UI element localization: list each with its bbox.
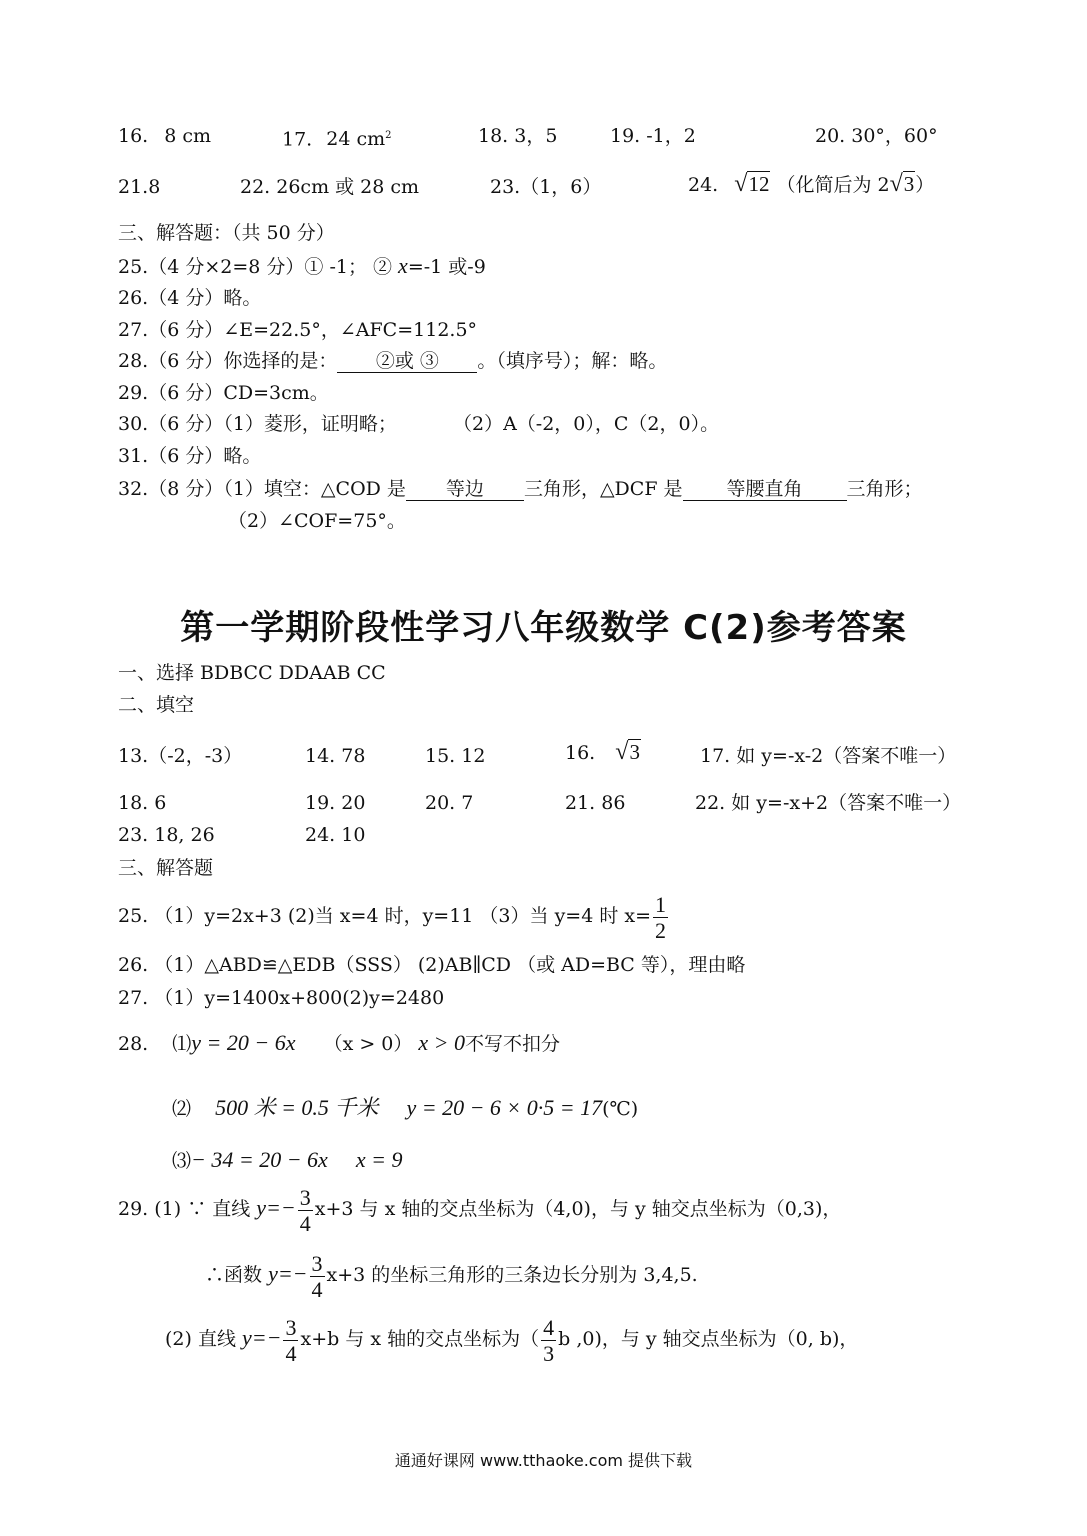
answer-18: 18. 3，5 — [478, 125, 558, 147]
solution-28-3 — [172, 1148, 403, 1173]
solution-25-text: 25. （1）y=2x+3 (2)当 x=4 时，y=11 （3）当 y=4 时 x= — [118, 905, 652, 927]
fraction-den: 4 — [311, 1276, 323, 1302]
fraction-num: 1 — [655, 891, 667, 917]
fraction-three-quarters — [283, 1315, 298, 1366]
part-3-marker: ⑶ — [172, 1150, 192, 1172]
fill-13: 13.（-2，-3） — [118, 745, 243, 767]
solution-29-text: 29. (1) ∵ 直线 — [118, 1198, 251, 1220]
q30-part2: （2）A（-2，0），C（2，0）。 — [452, 413, 720, 435]
answer-q26: 26.（4 分）略。 — [118, 287, 262, 309]
answer-17-num: 17. — [282, 128, 313, 151]
fill-23: 23. 18, 26 — [118, 824, 215, 846]
equation-1: y = 20 − 6x — [191, 1030, 296, 1055]
fill-15: 15. 12 — [425, 745, 486, 767]
result: x = 9 — [355, 1147, 403, 1172]
fill-20: 20. 7 — [425, 792, 474, 814]
fill-21: 21. 86 — [565, 792, 626, 814]
sqrt-12: √12 — [734, 171, 770, 197]
q25-x: x — [398, 253, 408, 278]
y-minus: y=− — [242, 1325, 282, 1350]
fraction-den: 2 — [655, 917, 667, 943]
q30-part1: 30.（6 分）（1）菱形，证明略； — [118, 413, 397, 435]
solution-29-tail: x+3 与 x 轴的交点坐标为（4,0)，与 y 轴交点坐标为（0,3)， — [314, 1198, 842, 1220]
y-minus: y=− — [256, 1195, 296, 1220]
sqrt-3-value: 3 — [629, 740, 640, 764]
answer-q27: 27.（6 分）∠E=22.5°，∠AFC=112.5° — [118, 319, 478, 341]
answer-17-sup: 2 — [385, 130, 392, 141]
solution-heading: 三、解答题 — [118, 857, 214, 879]
fill-16-num: 16. — [565, 742, 596, 764]
fill-16 — [565, 740, 641, 765]
fraction-den: 4 — [285, 1340, 297, 1366]
q28-tail: 。（填序号）；解：略。 — [477, 350, 668, 372]
fill-19: 19. 20 — [305, 792, 366, 814]
answer-q29: 29.（6 分）CD=3cm。 — [118, 382, 329, 404]
solution-28-2 — [172, 1096, 638, 1121]
answer-17-value: 24 cm — [326, 128, 386, 151]
sqrt-3-note: √3 — [889, 171, 915, 197]
solution-29-1 — [118, 1182, 841, 1236]
fraction-one-half — [653, 892, 668, 943]
answer-24-note-end: ） — [915, 174, 935, 196]
solution-29-2 — [165, 1312, 858, 1366]
conversion: 500 米 = 0.5 千米 — [215, 1095, 379, 1120]
solution-29-1b — [205, 1248, 698, 1302]
answer-q25 — [118, 254, 486, 279]
fill-22: 22. 如 y=-x+2（答案不唯一） — [695, 792, 962, 814]
solution-28-num: 28. — [118, 1033, 149, 1055]
part-1-marker: ⑴ — [172, 1033, 192, 1055]
choice-answers: 一、选择 BDBCC DDAAB CC — [118, 662, 386, 684]
condition: （x > 0） — [323, 1033, 413, 1055]
fraction-num: 3 — [299, 1184, 311, 1210]
solution-29-part2-tail: b ,0)，与 y 轴交点坐标为（0, b)， — [558, 1328, 859, 1350]
answer-21: 21.8 — [118, 176, 161, 198]
q28-blank: ②或 ③ — [337, 350, 477, 373]
answer-24-num: 24. — [688, 174, 719, 196]
solution-29-therefore: ∴函数 — [205, 1264, 263, 1286]
fraction-num: 4 — [543, 1314, 555, 1340]
footer-credit: 通通好课网 www.tthaoke.com 提供下载 — [394, 1451, 693, 1470]
equation-2: y = 20 − 6 × 0·5 = 17 — [406, 1095, 603, 1120]
sqrt-12-radicand: 12 — [748, 172, 770, 196]
q32-blank1: 等边 — [406, 478, 524, 501]
q28-text: 28.（6 分）你选择的是： — [118, 350, 338, 372]
answer-24-note: （化简后为 2 — [776, 174, 890, 196]
answer-23: 23.（1，6） — [490, 176, 602, 198]
fraction-den: 3 — [543, 1340, 555, 1366]
answer-16 — [118, 124, 211, 148]
answer-q32-part2: （2）∠COF=75°。 — [228, 510, 406, 532]
fill-24: 24. 10 — [305, 824, 366, 846]
sqrt-3-radicand: 3 — [903, 172, 915, 196]
answer-q30 — [118, 412, 719, 436]
answer-19: 19. -1，2 — [610, 125, 696, 147]
fill-18: 18. 6 — [118, 792, 167, 814]
answer-q32 — [118, 477, 923, 501]
fraction-three-quarters — [298, 1185, 313, 1236]
answer-22: 22. 26cm 或 28 cm — [240, 176, 420, 198]
solution-28-1 — [118, 1031, 560, 1056]
part-2-marker: ⑵ — [172, 1098, 192, 1120]
answer-q28 — [118, 349, 667, 373]
condition-2: x > 0 — [418, 1030, 466, 1055]
q32-mid: 三角形，△DCF 是 — [523, 478, 683, 500]
answer-16-value: 8 cm — [164, 125, 212, 147]
fraction-num: 3 — [311, 1250, 323, 1276]
answer-24 — [688, 172, 934, 197]
q25-text: 25.（4 分×2=8 分）① -1； ② — [118, 256, 392, 278]
answer-16-num: 16. — [118, 125, 149, 147]
equation-3: − 34 = 20 − 6x — [191, 1147, 328, 1172]
fraction-num: 3 — [285, 1314, 297, 1340]
answer-17 — [282, 124, 392, 151]
fraction-four-thirds — [541, 1315, 556, 1366]
q32-text: 32.（8 分）（1）填空：△COD 是 — [118, 478, 406, 500]
solution-25 — [118, 890, 670, 943]
q25-tail: =-1 或-9 — [407, 256, 486, 278]
page-title: 第一学期阶段性学习八年级数学 C(2)参考答案 — [180, 608, 907, 648]
solution-29-part2: (2) 直线 — [165, 1328, 236, 1350]
sqrt-3: √3 — [615, 739, 640, 765]
q32-tail: 三角形； — [846, 478, 923, 500]
section-3-heading: 三、解答题：（共 50 分） — [118, 222, 335, 244]
solution-29-conclusion: x+3 的坐标三角形的三条边长分别为 3,4,5. — [326, 1264, 698, 1286]
solution-27: 27. （1）y=1400x+800(2)y=2480 — [118, 987, 445, 1009]
q32-blank2: 等腰直角 — [683, 478, 847, 501]
solution-26: 26. （1）△ABD≌△EDB（SSS） (2)AB∥CD （或 AD=BC 等），理由略 — [118, 954, 746, 976]
fraction-den: 4 — [299, 1210, 311, 1236]
fill-14: 14. 78 — [305, 745, 366, 767]
note: 不写不扣分 — [465, 1033, 561, 1055]
fraction-three-quarters — [310, 1251, 325, 1302]
fill-17: 17. 如 y=-x-2（答案不唯一） — [700, 745, 957, 767]
answer-q31: 31.（6 分）略。 — [118, 445, 262, 467]
answer-20: 20. 30°，60° — [815, 125, 938, 147]
unit: (℃) — [602, 1098, 639, 1120]
fill-heading: 二、填空 — [118, 694, 195, 716]
solution-29-part2-mid: x+b 与 x 轴的交点坐标为（ — [300, 1328, 540, 1350]
y-minus: y=− — [268, 1261, 308, 1286]
